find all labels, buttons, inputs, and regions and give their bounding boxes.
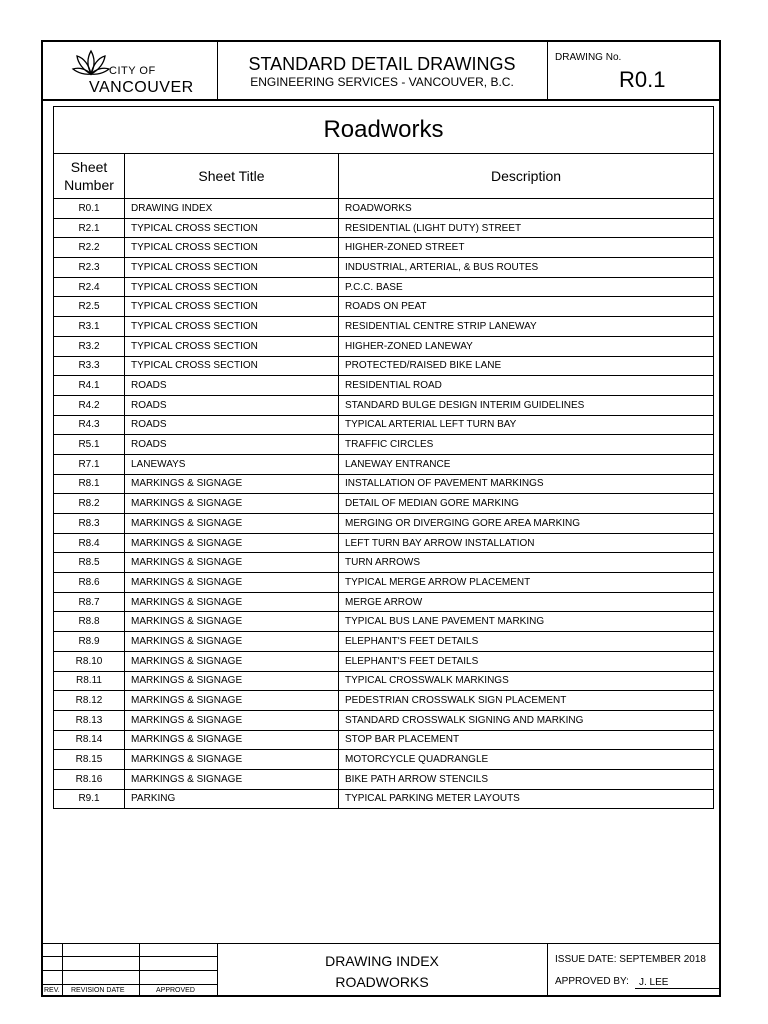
sheet-number-cell: R8.13 <box>54 710 125 730</box>
description-cell: RESIDENTIAL CENTRE STRIP LANEWAY <box>339 317 714 337</box>
table-row <box>54 651 714 671</box>
sheet-number-cell: R4.1 <box>54 376 125 396</box>
sheet-title-cell: TYPICAL CROSS SECTION <box>125 297 339 317</box>
sheet-title-cell: MARKINGS & SIGNAGE <box>125 750 339 770</box>
revision-grid-line <box>43 970 217 971</box>
sheet-title-cell: MARKINGS & SIGNAGE <box>125 553 339 573</box>
sheet-number-cell: R3.2 <box>54 336 125 356</box>
table-row <box>54 474 714 494</box>
drawing-number: R0.1 <box>619 67 666 92</box>
title-block-footer <box>43 943 719 996</box>
sheet-title-cell: ROADS <box>125 395 339 415</box>
sheet-title-cell: MARKINGS & SIGNAGE <box>125 730 339 750</box>
description-cell: PEDESTRIAN CROSSWALK SIGN PLACEMENT <box>339 691 714 711</box>
table-row <box>54 789 714 809</box>
table-row <box>54 317 714 337</box>
revision-grid-line <box>62 944 63 996</box>
sheet-title-cell: MARKINGS & SIGNAGE <box>125 691 339 711</box>
sheet-number-cell: R0.1 <box>54 199 125 219</box>
sheet-title-cell: MARKINGS & SIGNAGE <box>125 632 339 652</box>
sheet-number-cell: R8.3 <box>54 514 125 534</box>
column-header-sheet-title: Sheet Title <box>125 154 339 199</box>
sheet-title-cell: PARKING <box>125 789 339 809</box>
sheet-number-cell: R2.3 <box>54 258 125 278</box>
sheet-title-cell: TYPICAL CROSS SECTION <box>125 356 339 376</box>
drawing-number-cell <box>547 42 719 99</box>
description-cell: MOTORCYCLE QUADRANGLE <box>339 750 714 770</box>
sheet-title-cell: MARKINGS & SIGNAGE <box>125 651 339 671</box>
table-row <box>54 199 714 219</box>
description-cell: TYPICAL MERGE ARROW PLACEMENT <box>339 573 714 593</box>
header-subtitle: ENGINEERING SERVICES - VANCOUVER, B.C. <box>250 75 514 89</box>
index-table-title: Roadworks <box>54 107 714 154</box>
approved-by-label: APPROVED BY: <box>555 976 629 987</box>
rev-label: REV. <box>44 987 60 994</box>
column-header-sheet-number-line2: Number <box>64 177 114 193</box>
revision-date-label: REVISION DATE <box>71 987 125 994</box>
sheet-title-cell: TYPICAL CROSS SECTION <box>125 258 339 278</box>
description-cell: BIKE PATH ARROW STENCILS <box>339 769 714 789</box>
column-header-sheet-number-line1: Sheet <box>70 159 108 175</box>
sheet-number-cell: R8.5 <box>54 553 125 573</box>
footer-title-line2: ROADWORKS <box>335 974 429 990</box>
table-row <box>54 671 714 691</box>
sheet-title-cell: TYPICAL CROSS SECTION <box>125 218 339 238</box>
sheet-title-cell: TYPICAL CROSS SECTION <box>125 277 339 297</box>
drawing-index-table <box>53 106 714 809</box>
description-cell: RESIDENTIAL ROAD <box>339 376 714 396</box>
table-row <box>54 514 714 534</box>
sheet-number-cell: R8.16 <box>54 769 125 789</box>
description-cell: HIGHER-ZONED LANEWAY <box>339 336 714 356</box>
table-row <box>54 258 714 278</box>
description-cell: MERGE ARROW <box>339 592 714 612</box>
header-title: STANDARD DETAIL DRAWINGS <box>248 54 516 74</box>
sheet-title-cell: MARKINGS & SIGNAGE <box>125 671 339 691</box>
sheet-number-cell: R8.9 <box>54 632 125 652</box>
sheet-title-cell: DRAWING INDEX <box>125 199 339 219</box>
revision-grid-line <box>139 944 140 996</box>
description-cell: ROADS ON PEAT <box>339 297 714 317</box>
drawing-sheet <box>41 40 721 997</box>
description-cell: ROADWORKS <box>339 199 714 219</box>
sheet-number-cell: R4.2 <box>54 395 125 415</box>
sheet-number-cell: R2.4 <box>54 277 125 297</box>
table-row <box>54 691 714 711</box>
table-row <box>54 277 714 297</box>
sheet-title-cell: MARKINGS & SIGNAGE <box>125 573 339 593</box>
sheet-title-cell: MARKINGS & SIGNAGE <box>125 533 339 553</box>
description-cell: INDUSTRIAL, ARTERIAL, & BUS ROUTES <box>339 258 714 278</box>
sheet-title-cell: TYPICAL CROSS SECTION <box>125 238 339 258</box>
description-cell: HIGHER-ZONED STREET <box>339 238 714 258</box>
table-row <box>54 632 714 652</box>
sheet-title-cell: ROADS <box>125 415 339 435</box>
table-row <box>54 218 714 238</box>
table-row <box>54 238 714 258</box>
description-cell: TRAFFIC CIRCLES <box>339 435 714 455</box>
sheet-title-cell: MARKINGS & SIGNAGE <box>125 769 339 789</box>
logo-city-of: CITY OF <box>109 65 156 77</box>
table-row <box>54 710 714 730</box>
description-cell: TYPICAL PARKING METER LAYOUTS <box>339 789 714 809</box>
table-row <box>54 553 714 573</box>
logo-city-name: VANCOUVER <box>89 79 194 96</box>
sheet-number-cell: R8.15 <box>54 750 125 770</box>
sheet-title-cell: ROADS <box>125 376 339 396</box>
table-row <box>54 769 714 789</box>
sheet-title-cell: MARKINGS & SIGNAGE <box>125 474 339 494</box>
sheet-number-cell: R5.1 <box>54 435 125 455</box>
sheet-number-cell: R8.10 <box>54 651 125 671</box>
sheet-title-cell: LANEWAYS <box>125 454 339 474</box>
sheet-title-cell: TYPICAL CROSS SECTION <box>125 317 339 337</box>
revision-grid-line <box>43 956 217 957</box>
description-cell: TURN ARROWS <box>339 553 714 573</box>
sheet-title-cell: MARKINGS & SIGNAGE <box>125 514 339 534</box>
sheet-number-cell: R9.1 <box>54 789 125 809</box>
table-row <box>54 336 714 356</box>
description-cell: STANDARD CROSSWALK SIGNING AND MARKING <box>339 710 714 730</box>
sheet-number-cell: R2.5 <box>54 297 125 317</box>
sheet-title-cell: MARKINGS & SIGNAGE <box>125 494 339 514</box>
sheet-number-cell: R2.1 <box>54 218 125 238</box>
sheet-number-cell: R3.1 <box>54 317 125 337</box>
column-header-sheet-number <box>54 154 125 199</box>
description-cell: LEFT TURN BAY ARROW INSTALLATION <box>339 533 714 553</box>
city-logo <box>43 42 218 99</box>
table-row <box>54 730 714 750</box>
sheet-number-cell: R8.2 <box>54 494 125 514</box>
sheet-number-cell: R4.3 <box>54 415 125 435</box>
approved-label: APPROVED <box>156 987 195 994</box>
sheet-number-cell: R7.1 <box>54 454 125 474</box>
header-title-cell <box>217 42 548 99</box>
table-row <box>54 750 714 770</box>
table-row <box>54 415 714 435</box>
description-cell: INSTALLATION OF PAVEMENT MARKINGS <box>339 474 714 494</box>
revision-block <box>43 944 218 996</box>
description-cell: ELEPHANT'S FEET DETAILS <box>339 651 714 671</box>
sheet-title-cell: ROADS <box>125 435 339 455</box>
title-block-header <box>43 42 719 101</box>
table-row <box>54 494 714 514</box>
description-cell: DETAIL OF MEDIAN GORE MARKING <box>339 494 714 514</box>
sheet-number-cell: R3.3 <box>54 356 125 376</box>
description-cell: STOP BAR PLACEMENT <box>339 730 714 750</box>
table-row <box>54 356 714 376</box>
sheet-number-cell: R8.4 <box>54 533 125 553</box>
sheet-number-cell: R2.2 <box>54 238 125 258</box>
table-row <box>54 297 714 317</box>
sheet-number-cell: R8.1 <box>54 474 125 494</box>
table-row <box>54 573 714 593</box>
sheet-title-cell: MARKINGS & SIGNAGE <box>125 612 339 632</box>
column-header-description: Description <box>339 154 714 199</box>
index-table-container <box>53 106 713 806</box>
description-cell: PROTECTED/RAISED BIKE LANE <box>339 356 714 376</box>
revision-grid-line <box>43 984 217 985</box>
table-body <box>54 199 714 809</box>
sheet-number-cell: R8.6 <box>54 573 125 593</box>
issue-date: ISSUE DATE: SEPTEMBER 2018 <box>555 954 706 965</box>
description-cell: MERGING OR DIVERGING GORE AREA MARKING <box>339 514 714 534</box>
footer-title-line1: DRAWING INDEX <box>325 953 439 969</box>
flower-logo-icon <box>69 48 113 78</box>
sheet-number-cell: R8.11 <box>54 671 125 691</box>
description-cell: TYPICAL CROSSWALK MARKINGS <box>339 671 714 691</box>
description-cell: TYPICAL BUS LANE PAVEMENT MARKING <box>339 612 714 632</box>
sheet-title-cell: MARKINGS & SIGNAGE <box>125 592 339 612</box>
description-cell: STANDARD BULGE DESIGN INTERIM GUIDELINES <box>339 395 714 415</box>
table-row <box>54 612 714 632</box>
table-row <box>54 533 714 553</box>
footer-meta-cell <box>547 944 719 996</box>
sheet-number-cell: R8.14 <box>54 730 125 750</box>
table-row <box>54 592 714 612</box>
description-cell: P.C.C. BASE <box>339 277 714 297</box>
sheet-title-cell: TYPICAL CROSS SECTION <box>125 336 339 356</box>
sheet-number-cell: R8.7 <box>54 592 125 612</box>
approved-by-name: J. LEE <box>635 977 719 989</box>
table-row <box>54 454 714 474</box>
footer-title-cell <box>217 944 548 996</box>
sheet-title-cell: MARKINGS & SIGNAGE <box>125 710 339 730</box>
description-cell: RESIDENTIAL (LIGHT DUTY) STREET <box>339 218 714 238</box>
sheet-number-cell: R8.8 <box>54 612 125 632</box>
table-row <box>54 435 714 455</box>
table-row <box>54 376 714 396</box>
sheet-number-cell: R8.12 <box>54 691 125 711</box>
table-header-row <box>54 154 714 199</box>
description-cell: TYPICAL ARTERIAL LEFT TURN BAY <box>339 415 714 435</box>
drawing-number-label: DRAWING No. <box>555 52 622 63</box>
table-row <box>54 395 714 415</box>
description-cell: LANEWAY ENTRANCE <box>339 454 714 474</box>
description-cell: ELEPHANT'S FEET DETAILS <box>339 632 714 652</box>
